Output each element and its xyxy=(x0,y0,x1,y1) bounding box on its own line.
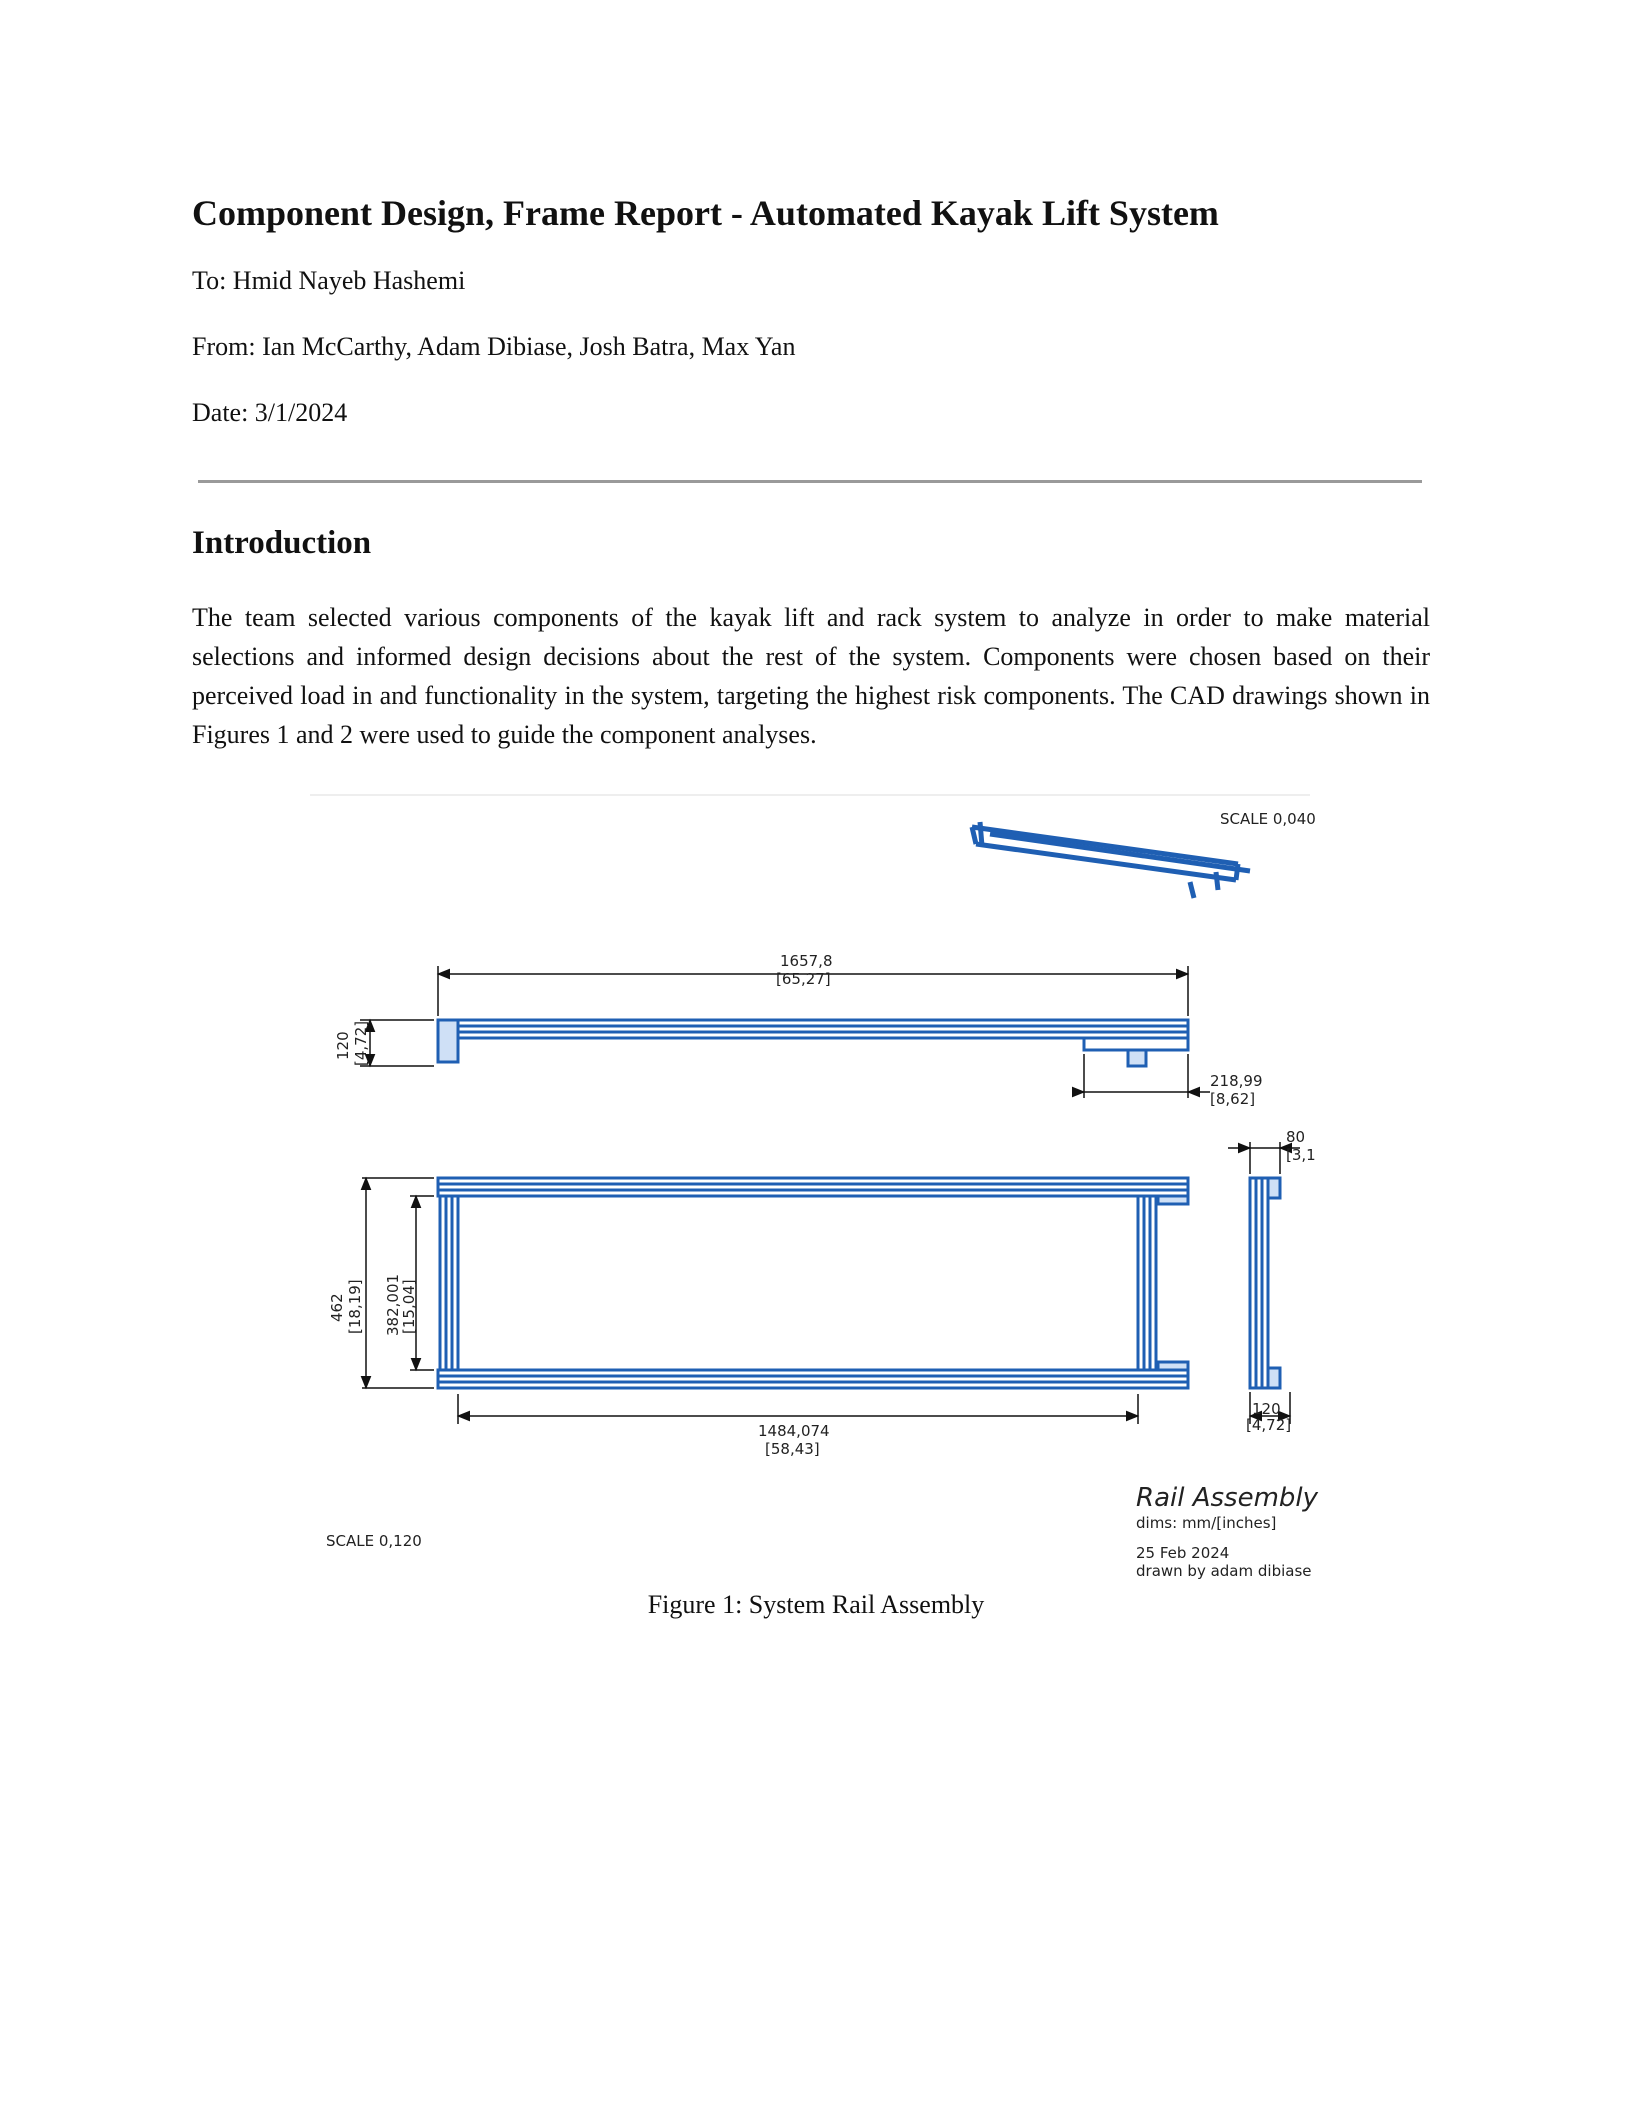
rail-assembly-drawing xyxy=(310,794,1326,1580)
height-dimension: 120 xyxy=(334,1031,352,1060)
isometric-view xyxy=(972,822,1250,898)
figure-caption: Figure 1: System Rail Assembly xyxy=(647,1590,985,1619)
side-height-dimension-inches: [4,72] xyxy=(1246,1416,1292,1434)
side-height-dimension: 120 xyxy=(1252,1400,1281,1418)
end-view xyxy=(1250,1178,1280,1388)
section-heading-introduction: Introduction xyxy=(192,525,372,561)
scale-top-label: SCALE 0,040 xyxy=(1220,810,1316,828)
offset-dimension-inches: [8,62] xyxy=(1210,1090,1256,1108)
memo-to: To: Hmid Nayeb Hashemi xyxy=(192,266,466,295)
length-dimension: 1657,8 xyxy=(780,952,833,970)
side-width-dimension-inches: [3,1 xyxy=(1286,1146,1316,1164)
side-width-dimension: 80 xyxy=(1286,1128,1306,1146)
inner-width-dimension: 382,001 xyxy=(384,1273,402,1336)
scale-bottom-label: SCALE 0,120 xyxy=(326,1532,422,1550)
outer-width-dimension: 462 xyxy=(328,1293,346,1322)
report-title: Component Design, Frame Report - Automated Kayak Lift System xyxy=(192,193,1219,233)
inner-width-dimension-inches: [15,04] xyxy=(400,1279,418,1334)
plan-view xyxy=(438,1178,1188,1388)
title-block-dims: dims: mm/[inches] xyxy=(1136,1514,1277,1532)
front-elevation-view xyxy=(438,1020,1188,1066)
memo-from: From: Ian McCarthy, Adam Dibiase, Josh Batra, Max Yan xyxy=(192,332,796,361)
introduction-paragraph: The team selected various components of the kayak lift and rack system to analyze in order to make material selections and informed design decisions about the rest of the system. Components were chosen based on their perceived load in and functionality in the system, targeting the highest risk components. The CAD drawings shown in Figures 1 and 2 were used to guide the component analyses. xyxy=(192,603,1430,749)
section-divider xyxy=(198,480,1422,483)
inner-length-dimension: 1484,074 xyxy=(758,1422,830,1440)
title-block-name: Rail Assembly xyxy=(1136,1483,1319,1513)
inner-length-dimension-inches: [58,43] xyxy=(765,1440,820,1458)
length-dimension-inches: [65,27] xyxy=(776,970,831,988)
memo-date: Date: 3/1/2024 xyxy=(192,398,348,427)
title-block-drawn-by: drawn by adam dibiase xyxy=(1136,1562,1312,1580)
title-block-date: 25 Feb 2024 xyxy=(1136,1544,1230,1562)
offset-dimension: 218,99 xyxy=(1210,1072,1263,1090)
height-dimension-inches: [4,72] xyxy=(352,1020,370,1066)
outer-width-dimension-inches: [18,19] xyxy=(346,1279,364,1334)
